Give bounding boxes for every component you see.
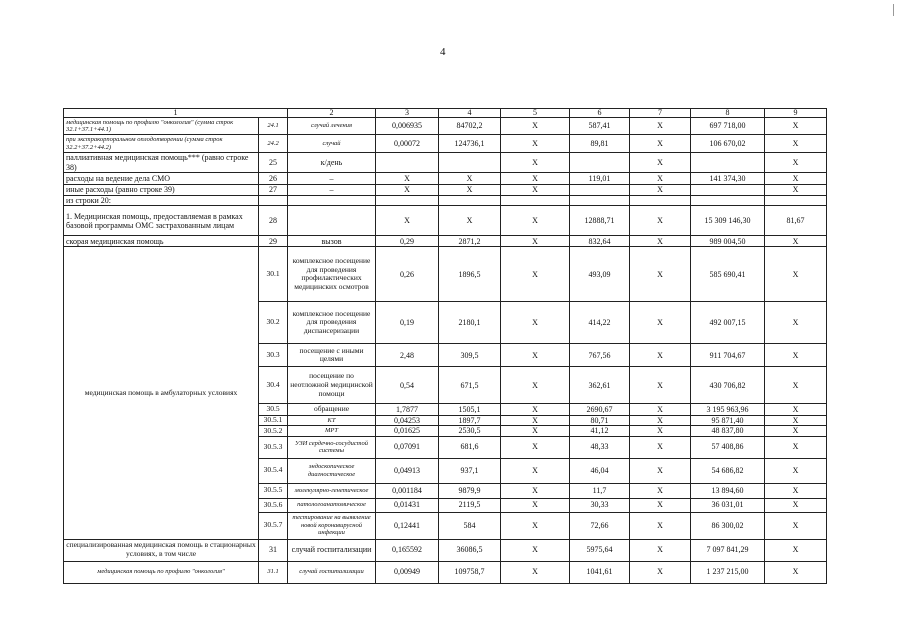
table-row: паллиативная медицинская помощь*** (равно строке 38) 25 к/день X X X xyxy=(64,153,827,173)
col-header: 9 xyxy=(765,109,827,118)
table-row: 30.5.7 тестирование на выявление новой коронавирусной инфекции 0,12441 584 X 72,66 X 86 300,02 X xyxy=(64,512,827,539)
col-header: 8 xyxy=(691,109,765,118)
table-row: 30.4 посещение по неотложной медицинской помощи 0,54 671,5 X 362,61 X 430 706,82 X xyxy=(64,367,827,404)
table-row: расходы на ведение дела СМО 26 – X X X 119,01 X 141 374,30 X xyxy=(64,173,827,185)
table-row: 30.2 комплексное посещение для проведения диспансеризации 0,19 2180,1 X 414,22 X 492 007,15 X xyxy=(64,302,827,344)
table-row: 30.5.5 молекулярно-генетическое 0,001184 9879,9 X 11,7 X 13 894,60 X xyxy=(64,483,827,498)
col-header: 1 xyxy=(64,109,288,118)
table-row: из строки 20: xyxy=(64,196,827,206)
table-row: 30.5.2 МРТ 0,01625 2530,5 X 41,12 X 48 837,80 X xyxy=(64,426,827,436)
table-row: 1. Медицинская помощь, предоставляемая в рамках базовой программы ОМС застрахованным лицам 28 X X X 12888,71 X 15 309 146,30 81,67 xyxy=(64,206,827,236)
table-row: при экстракорпоральном оплодотворении (сумма строк 32.2+37.2+44.2) 24.2 случай 0,00072 124736,1 X 89,81 X 106 670,02 X xyxy=(64,135,827,153)
col-header: 2 xyxy=(288,109,376,118)
table-row: медицинская помощь по профилю "онкология" 31.1 случай госпитализации 0,00949 109758,7 X 1041,61 X 1 237 215,00 X xyxy=(64,561,827,583)
table-row: медицинская помощь по профилю "онкология" (сумма строк 32.1+37.1+44.1) 24.1 случай лечения 0,006935 84702,2 X 587,41 X 697 718,00 X xyxy=(64,118,827,135)
header-row xyxy=(64,109,827,118)
col-header: 5 xyxy=(501,109,570,118)
table-row: 30.5.4 эндоскопическое диагностическое 0,04913 937,1 X 46,04 X 54 686,82 X xyxy=(64,458,827,483)
table-row: 30.5.3 УЗИ сердечно-сосудистой системы 0,07091 681,6 X 48,33 X 57 408,86 X xyxy=(64,436,827,458)
financing-table xyxy=(63,108,827,584)
edge-mark xyxy=(893,4,894,16)
table-row: 30.5 обращение 1,7877 1505,1 X 2690,67 X 3 195 963,96 X xyxy=(64,404,827,416)
table-row: медицинская помощь в амбулаторных условиях 30.1 комплексное посещение для проведения профилактических медицинских осмотров 0,26 1896,5 X 493,09 X 585 690,41 X xyxy=(64,247,827,302)
group-label: медицинская помощь в амбулаторных условиях xyxy=(64,247,259,539)
table-row: 30.5.6 патологоанатомическое 0,01431 2119,5 X 30,33 X 36 031,01 X xyxy=(64,498,827,512)
table-row: 30.5.1 КТ 0,04253 1897,7 X 80,71 X 95 871,40 X xyxy=(64,416,827,426)
col-header: 7 xyxy=(630,109,691,118)
table-row: специализированная медицинская помощь в стационарных условиях, в том числе 31 случай госпитализации 0,165592 36086,5 X 5975,64 X 7 097 841,29 X xyxy=(64,539,827,561)
table-row: иные расходы (равно строке 39) 27 – X X X X X xyxy=(64,185,827,196)
col-header: 4 xyxy=(439,109,501,118)
page-number: 4 xyxy=(440,46,446,58)
table-row: скорая медицинская помощь 29 вызов 0,29 2871,2 X 832,64 X 989 004,50 X xyxy=(64,236,827,247)
table-row: 30.3 посещение с иными целями 2,48 309,5 X 767,56 X 911 704,67 X xyxy=(64,344,827,367)
col-header: 3 xyxy=(376,109,439,118)
col-header: 6 xyxy=(570,109,630,118)
